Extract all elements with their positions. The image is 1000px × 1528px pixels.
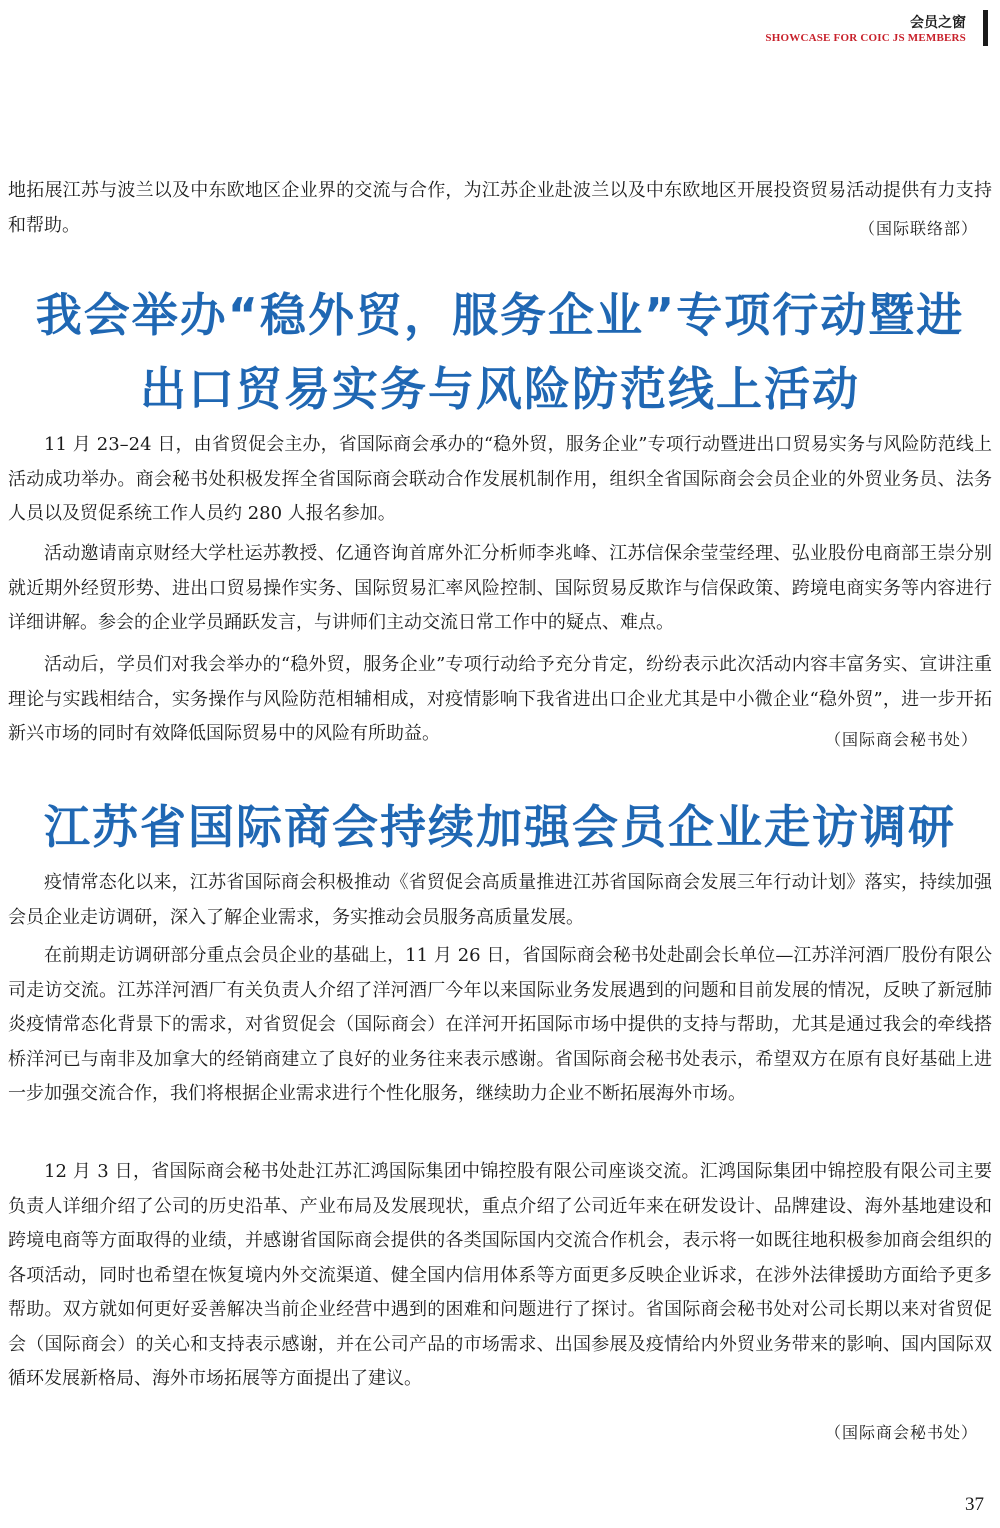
- article2-paragraph-3: 12 月 3 日，省国际商会秘书处赴江苏汇鸿国际集团中锦控股有限公司座谈交流。汇鸿国际集团中锦控股有限公司主要负责人详细介绍了公司的历史沿革、产业布局及发展现状，重点介绍了公司近年来在研发设计、品牌建设、海外基地建设和跨境电商等方面取得的业绩，并感谢省国际商会提供的各类国际国内交流合作机会，表示将一如既往地积极参加商会组织的各项活动，同时也希望在恢复境内外交流渠道、健全国内信用体系等方面更多反映企业诉求，在涉外法律援助方面给予更多帮助。双方就如何更好妥善解决当前企业经营中遇到的困难和问题进行了探讨。省国际商会秘书处对公司长期以来对省贸促会（国际商会）的关心和支持表示感谢，并在公司产品的市场需求、出国参展及疫情给内外贸业务带来的影响、国内国际双循环发展新格局、海外市场拓展等方面提出了建议。: [8, 1161, 992, 1389]
- article2-title: 江苏省国际商会持续加强会员企业走访调研: [44, 800, 956, 854]
- article2-paragraph-2: 在前期走访调研部分重点会员企业的基础上，11 月 26 日，省国际商会秘书处赴副会长单位—江苏洋河酒厂股份有限公司走访交流。江苏洋河酒厂有关负责人介绍了洋河酒厂今年以来国际业务发展遇到的问题和目前发展的情况，反映了新冠肺炎疫情常态化背景下的需求，对省贸促会（国际商会）在洋河开拓国际市场中提供的支持与帮助，尤其是通过我会的牵线搭桥洋河已与南非及加拿大的经销商建立了良好的业务往来表示感谢。省国际商会秘书处表示，希望双方在原有良好基础上进一步加强交流合作，我们将根据企业需求进行个性化服务，继续助力企业不断拓展海外市场。: [8, 945, 992, 1104]
- article2-source: （国际商会秘书处）: [824, 1423, 978, 1442]
- header-bar: [983, 10, 988, 46]
- section-title-en: SHOWCASE FOR COIC JS MEMBERS: [765, 32, 966, 44]
- intro-paragraph: 地拓展江苏与波兰以及中东欧地区企业界的交流与合作，为江苏企业赴波兰以及中东欧地区开展投资贸易活动提供有力支持和帮助。: [8, 180, 992, 236]
- article1-paragraph-1: 11 月 23–24 日，由省贸促会主办，省国际商会承办的“稳外贸，服务企业”专项行动暨进出口贸易实务与风险防范线上活动成功举办。商会秘书处积极发挥全省国际商会联动合作发展机制作用，组织全省国际商会会员企业的外贸业务员、法务人员以及贸促系统工作人员约 280 人报名参加。: [8, 434, 992, 524]
- page-number: 37: [965, 1494, 984, 1515]
- article1-title-line1: 我会举办“稳外贸，服务企业”专项行动暨进: [35, 288, 965, 342]
- intro-source: （国际联络部）: [858, 219, 978, 238]
- article2-paragraph-1: 疫情常态化以来，江苏省国际商会积极推动《省贸促会高质量推进江苏省国际商会发展三年行动计划》落实，持续加强会员企业走访调研，深入了解企业需求，务实推动会员服务高质量发展。: [8, 872, 992, 928]
- article1-paragraph-3: 活动后，学员们对我会举办的“稳外贸，服务企业”专项行动给予充分肯定，纷纷表示此次活动内容丰富务实、宣讲注重理论与实践相结合，实务操作与风险防范相辅相成，对疫情影响下我省进出口企业尤其是中小微企业“稳外贸”，进一步开拓新兴市场的同时有效降低国际贸易中的风险有所助益。: [8, 654, 992, 744]
- article1-paragraph-2: 活动邀请南京财经大学杜运苏教授、亿通咨询首席外汇分析师李兆峰、江苏信保余莹莹经理、弘业股份电商部王崇分别就近期外经贸形势、进出口贸易操作实务、国际贸易汇率风险控制、国际贸易反欺诈与信保政策、跨境电商实务等内容进行详细讲解。参会的企业学员踊跃发言，与讲师们主动交流日常工作中的疑点、难点。: [8, 543, 992, 633]
- article1-source: （国际商会秘书处）: [824, 730, 978, 749]
- section-title-cn: 会员之窗: [910, 15, 966, 31]
- article1-title-line2: 出口贸易实务与风险防范线上活动: [140, 362, 860, 416]
- page-header: [688, 8, 988, 46]
